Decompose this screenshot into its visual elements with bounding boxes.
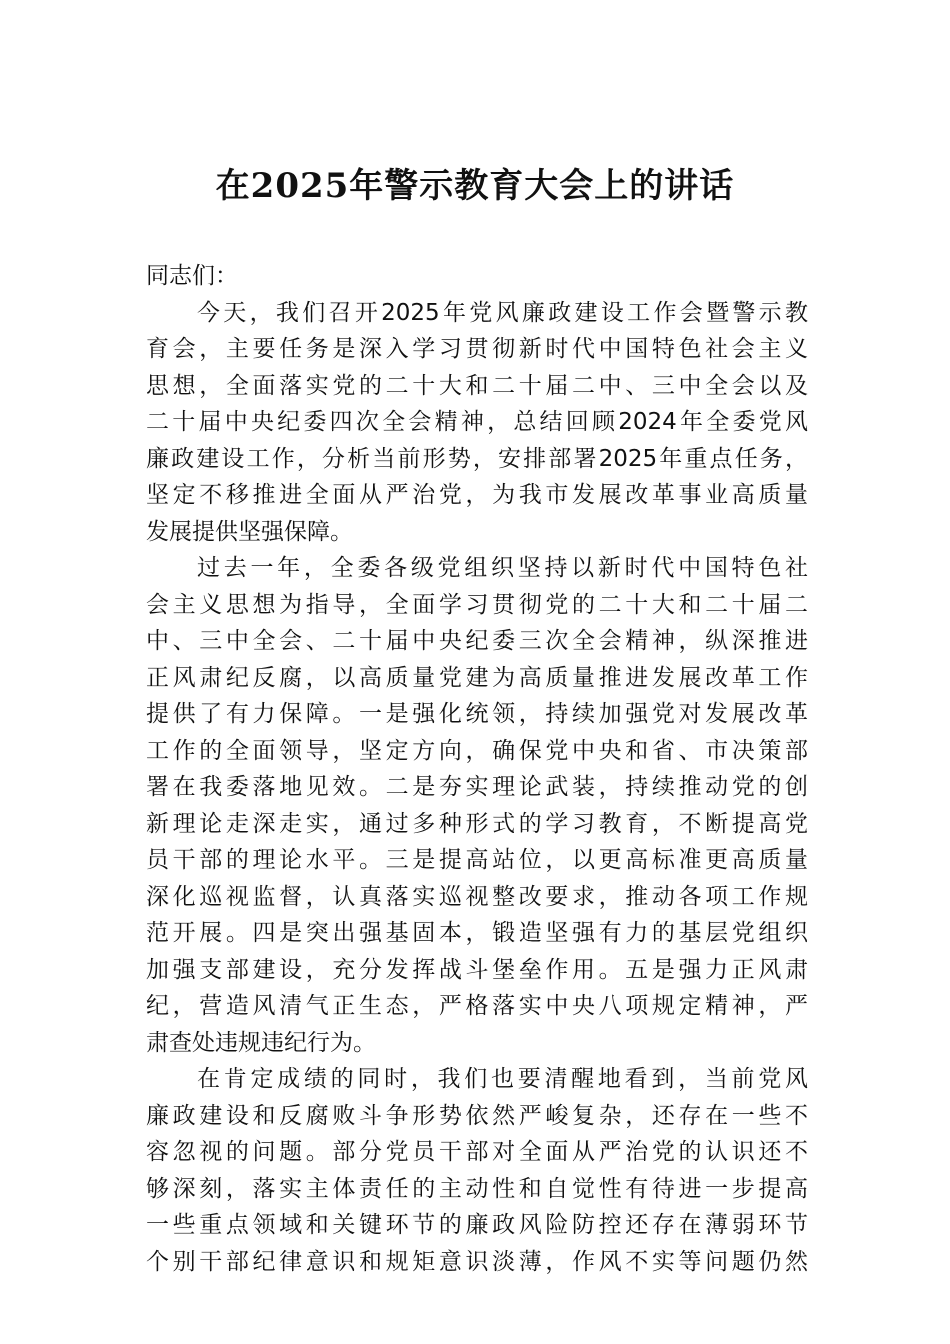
paragraph-line: 深化巡视监督，认真落实巡视整改要求，推动各项工作规 bbox=[146, 883, 808, 910]
paragraph-line: 今天，我们召开2025年党风廉政建设工作会暨警示教 bbox=[197, 299, 808, 326]
paragraph-line: 廉政建设和反腐败斗争形势依然严峻复杂，还存在一些不 bbox=[146, 1102, 808, 1129]
document-body bbox=[146, 258, 808, 1280]
paragraph-line: 正风肃纪反腐，以高质量党建为高质量推进发展改革工作 bbox=[146, 664, 808, 691]
paragraph-line: 在肯定成绩的同时，我们也要清醒地看到，当前党风 bbox=[197, 1066, 808, 1092]
paragraph-line: 范开展。四是突出强基固本，锻造坚强有力的基层党组织 bbox=[146, 920, 808, 946]
paragraph-3 bbox=[146, 1061, 808, 1280]
paragraph-line: 坚定不移推进全面从严治党，为我市发展改革事业高质量 bbox=[146, 482, 808, 508]
paragraph-line: 思想，全面落实党的二十大和二十届二中、三中全会以及 bbox=[146, 372, 808, 399]
paragraph-line: 二十届中央纪委四次全会精神，总结回顾2024年全委党风 bbox=[146, 409, 808, 435]
paragraph-line: 个别干部纪律意识和规矩意识淡薄，作风不实等问题仍然 bbox=[146, 1248, 808, 1275]
paragraph-1 bbox=[146, 295, 808, 551]
paragraph-line: 一些重点领域和关键环节的廉政风险防控还存在薄弱环节 bbox=[146, 1212, 808, 1238]
paragraph-line: 新理论走深走实，通过多种形式的学习教育，不断提高党 bbox=[146, 810, 808, 837]
paragraph-line: 提供了有力保障。一是强化统领，持续加强党对发展改革 bbox=[146, 701, 808, 727]
paragraph-line: 中、三中全会、二十届中央纪委三次全会精神，纵深推进 bbox=[146, 628, 808, 654]
paragraph-line: 署在我委落地见效。二是夯实理论武装，持续推动党的创 bbox=[146, 774, 808, 800]
paragraph-line: 肃查处违规违纪行为。 bbox=[146, 1029, 376, 1056]
salutation: 同志们： bbox=[146, 263, 238, 289]
paragraph-line: 过去一年，全委各级党组织坚持以新时代中国特色社 bbox=[197, 555, 808, 581]
paragraph-line: 够深刻，落实主体责任的主动性和自觉性有待进一步提高 bbox=[146, 1175, 808, 1202]
paragraph-line: 工作的全面领导，坚定方向，确保党中央和省、市决策部 bbox=[146, 737, 808, 764]
paragraph-2 bbox=[146, 550, 808, 1061]
paragraph-line: 会主义思想为指导，全面学习贯彻党的二十大和二十届二 bbox=[146, 591, 808, 618]
paragraph-line: 容忽视的问题。部分党员干部对全面从严治党的认识还不 bbox=[146, 1139, 808, 1165]
paragraph-line: 育会，主要任务是深入学习贯彻新时代中国特色社会主义 bbox=[146, 336, 808, 362]
paragraph-line: 纪，营造风清气正生态，严格落实中央八项规定精神，严 bbox=[146, 993, 808, 1019]
paragraph-line: 员干部的理论水平。三是提高站位，以更高标准更高质量 bbox=[146, 847, 808, 873]
paragraph-line: 廉政建设工作，分析当前形势，安排部署2025年重点任务， bbox=[146, 445, 808, 472]
paragraph-line: 发展提供坚强保障。 bbox=[146, 518, 353, 545]
paragraph-line: 加强支部建设，充分发挥战斗堡垒作用。五是强力正风肃 bbox=[146, 956, 808, 983]
document-title: 在2025年警示教育大会上的讲话 bbox=[215, 166, 735, 206]
